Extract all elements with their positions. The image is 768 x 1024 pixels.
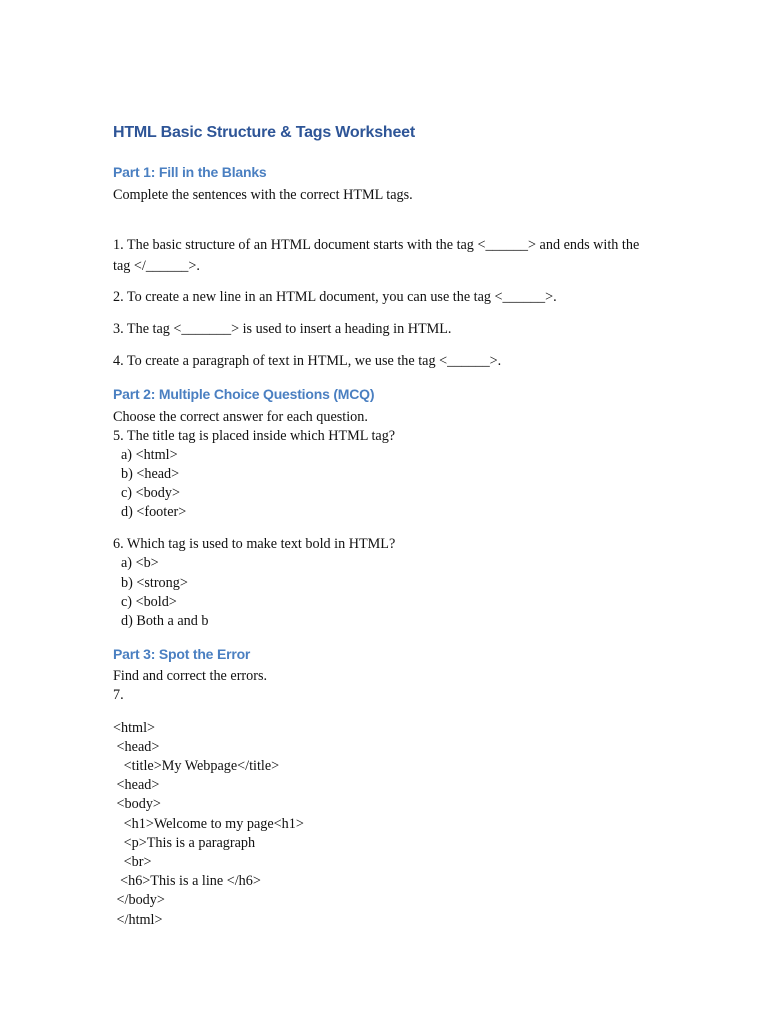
question-6-option-b: b) <strong> — [121, 575, 188, 591]
question-6: 6. Which tag is used to make text bold in HTML? — [113, 536, 396, 552]
code-line: </body> — [113, 892, 165, 908]
code-line: <h1>Welcome to my page<h1> — [113, 816, 304, 832]
part1-heading: Part 1: Fill in the Blanks — [113, 164, 267, 180]
question-5-option-b: b) <head> — [121, 466, 180, 482]
code-line: <body> — [113, 796, 161, 812]
question-7-number: 7. — [113, 687, 124, 703]
question-5-option-c: c) <body> — [121, 485, 180, 501]
code-line: <head> — [113, 739, 160, 755]
question-2: 2. To create a new line in an HTML document, you can use the tag <______>. — [113, 289, 557, 305]
code-line: <p>This is a paragraph — [113, 835, 256, 851]
worksheet-title: HTML Basic Structure & Tags Worksheet — [113, 124, 416, 141]
question-5-option-a: a) <html> — [121, 447, 178, 463]
question-6-option-a: a) <b> — [121, 555, 159, 571]
part2-instruction: Choose the correct answer for each question. — [113, 409, 368, 425]
part3-instruction: Find and correct the errors. — [113, 668, 268, 684]
code-line: <br> — [113, 854, 152, 870]
question-5: 5. The title tag is placed inside which HTML tag? — [113, 428, 396, 444]
question-4: 4. To create a paragraph of text in HTML, we use the tag <______>. — [113, 353, 502, 369]
code-line: </html> — [113, 912, 163, 928]
part2-heading: Part 2: Multiple Choice Questions (MCQ) — [113, 386, 375, 402]
question-3: 3. The tag <_______> is used to insert a heading in HTML. — [113, 321, 452, 337]
question-6-option-d: d) Both a and b — [121, 613, 209, 629]
code-line: <h6>This is a line </h6> — [113, 873, 261, 889]
part1-instruction: Complete the sentences with the correct HTML tags. — [113, 187, 413, 203]
part3-heading: Part 3: Spot the Error — [113, 646, 251, 662]
question-5-option-d: d) <footer> — [121, 504, 187, 520]
code-line: <html> — [113, 720, 156, 736]
code-line: <title>My Webpage</title> — [113, 758, 280, 774]
code-line: <head> — [113, 777, 160, 793]
question-1: 1. The basic structure of an HTML document starts with the tag <______> and ends with the tag </______>. — [113, 237, 640, 274]
question-6-option-c: c) <bold> — [121, 594, 177, 610]
